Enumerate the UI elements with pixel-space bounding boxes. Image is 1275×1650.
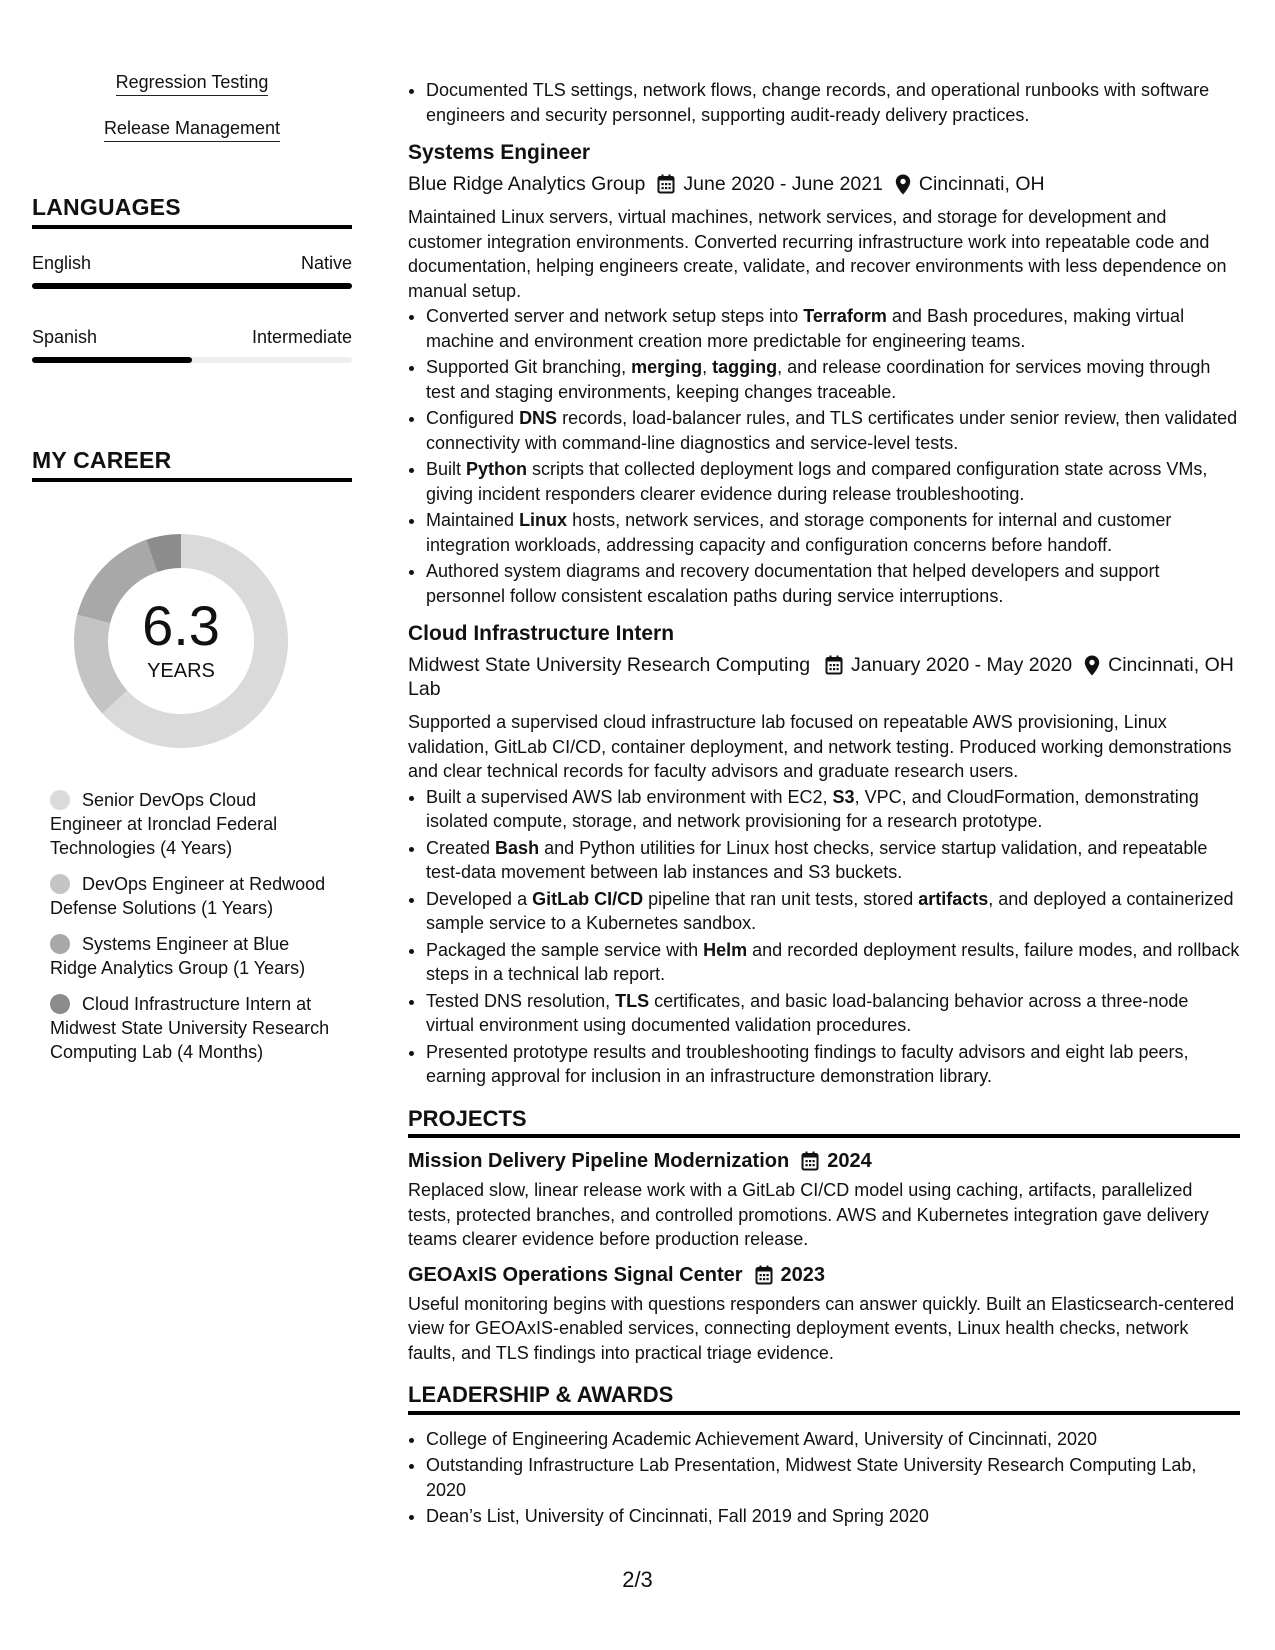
award-item: • College of Engineering Academic Achievement Award, University of Cincinnati, 2020 xyxy=(426,1427,1240,1452)
location-pin-icon xyxy=(1084,655,1100,676)
bullet-text: Created xyxy=(426,837,496,858)
legend-color-dot xyxy=(50,994,70,1014)
project-year: 2024 xyxy=(827,1150,872,1172)
languages-section xyxy=(32,194,352,363)
career-legend xyxy=(50,788,332,1064)
skill-tag: Release Management xyxy=(104,116,280,142)
project-list xyxy=(408,1147,1240,1365)
bullet-keyword: DNS xyxy=(519,408,558,428)
legend-color-dot xyxy=(50,934,70,954)
job-location: Cincinnati, OH xyxy=(918,173,1045,195)
sidebar xyxy=(32,70,352,1076)
language-level: Intermediate xyxy=(251,327,352,347)
job-entry xyxy=(408,620,1240,1089)
bullet-keyword: artifacts xyxy=(918,888,989,909)
language-row xyxy=(32,253,352,274)
bullet-keyword: merging xyxy=(631,357,703,377)
job-location-group xyxy=(883,172,1045,196)
job-dates-group xyxy=(645,172,883,196)
job-description: Maintained Linux servers, virtual machines, network services, and storage for development and customer integration environments. Converted recurring infrastructure work into repeatable code and documentation, helping engineers create, validate, and recover environments with less dependence on manual setup. xyxy=(408,207,1227,301)
job-description: Supported a supervised cloud infrastructure lab focused on repeatable AWS provisioning, Linux validation, GitLab CI/CD, container deployment, and network testing. Produced working demonstrations and clear technical records for faculty advisors and graduate research users. xyxy=(408,712,1232,781)
legend-color-dot xyxy=(50,874,70,894)
job-bullet xyxy=(426,887,1240,936)
bullet-item: • Documented TLS settings, network flows, change records, and operational runbooks with software engineers and security personnel, supporting audit-ready delivery practices. xyxy=(426,78,1240,127)
job-entry xyxy=(408,139,1240,608)
bullet-text: , and release coordination for services moving through test and staging environments, keeping changes traceable. xyxy=(426,357,1211,402)
language-level: Native xyxy=(300,253,352,273)
bullet-text: Built xyxy=(426,459,467,479)
job-meta xyxy=(408,653,1240,701)
job-title: Systems Engineer xyxy=(408,141,591,164)
project-entry xyxy=(408,1147,1240,1252)
job-bullet xyxy=(426,836,1240,885)
bullet-keyword: Bash xyxy=(495,837,540,858)
bullet-text: , VPC, and CloudFormation, demonstrating isolated compute, storage, and network provisioning for a research prototype. xyxy=(426,786,1199,831)
award-item: • Outstanding Infrastructure Lab Presentation, Midwest State University Research Computing Lab, 2020 xyxy=(426,1453,1240,1502)
projects-section xyxy=(408,1107,1240,1366)
project-header xyxy=(408,1147,1240,1175)
bullet-text: pipeline that ran unit tests, stored xyxy=(643,888,919,909)
project-description: Replaced slow, linear release work with a GitLab CI/CD model using caching, artifacts, parallelized tests, protected branches, and controlled promotions. AWS and Kubernetes integration gave delivery teams clearer evidence before production release. xyxy=(408,1180,1209,1249)
languages-heading: LANGUAGES xyxy=(32,194,352,229)
job-location: Cincinnati, OH xyxy=(1108,654,1234,676)
career-total-unit: YEARS xyxy=(147,660,215,682)
bullet-text: Presented prototype results and troubleshooting findings to faculty advisors and eight lab peers, earning approval for inclusion in an infrastructure demonstration library. xyxy=(426,1041,1189,1086)
bullet-keyword: Helm xyxy=(703,939,748,960)
bullet-text: and Python utilities for Linux host checks, service startup validation, and repeatable test-data movement between lab instances and S3 buckets. xyxy=(426,837,1208,882)
career-legend-item xyxy=(50,932,332,980)
calendar-icon xyxy=(657,174,675,194)
bullet-keyword: Python xyxy=(466,459,528,479)
bullet-text: , xyxy=(702,357,713,377)
bullet-keyword: Terraform xyxy=(803,306,887,326)
job-title: Cloud Infrastructure Intern xyxy=(408,622,675,645)
language-list xyxy=(32,253,352,363)
bullet-keyword: tagging xyxy=(712,357,778,377)
job-bullet-list xyxy=(408,785,1240,1089)
job-bullet xyxy=(426,355,1240,404)
job-bullet xyxy=(426,508,1240,557)
bullet-text: Developed a xyxy=(426,888,533,909)
page-number: 2/3 xyxy=(622,1567,653,1592)
career-legend-item xyxy=(50,788,332,860)
bullet-keyword: S3 xyxy=(832,786,855,807)
previous-job-bullets xyxy=(408,78,1240,127)
bullet-text: records, load-balancer rules, and TLS certificates under senior review, then validated connectivity with command-line diagnostics and service-level tests. xyxy=(426,408,1238,453)
job-company: Blue Ridge Analytics Group xyxy=(408,173,646,195)
career-section xyxy=(32,447,352,1064)
bullet-text: and recorded deployment results, failure modes, and rollback steps in a technical lab report. xyxy=(426,939,1240,984)
bullet-text: scripts that collected deployment logs and compared configuration state across VMs, giving incident responders clearer evidence during release troubleshooting. xyxy=(426,459,1208,504)
job-dates: January 2020 - May 2020 xyxy=(851,654,1073,676)
bullet-keyword: Linux xyxy=(519,510,568,530)
bullet-text: Configured xyxy=(426,408,520,428)
projects-heading: PROJECTS xyxy=(408,1107,1240,1139)
language-proficiency-fill xyxy=(32,357,192,363)
location-pin-icon xyxy=(895,174,911,195)
skill-tag-list xyxy=(32,70,352,142)
bullet-text: Converted server and network setup steps into xyxy=(426,306,804,326)
job-bullet xyxy=(426,304,1240,353)
job-company: Midwest State University Research Computing Lab xyxy=(408,654,811,700)
job-bullet xyxy=(426,785,1240,834)
career-total-years: 6.3 xyxy=(142,594,220,657)
language-name: Spanish xyxy=(32,327,98,347)
bullet-text: Authored system diagrams and recovery documentation that helped developers and support personnel follow consistent escalation paths during service interruptions. xyxy=(426,561,1160,606)
skill-tag: Regression Testing xyxy=(116,70,269,96)
bullet-keyword: TLS xyxy=(615,990,650,1011)
job-bullet-list xyxy=(408,304,1240,608)
project-title: GEOAxIS Operations Signal Center xyxy=(408,1263,743,1286)
language-proficiency-fill xyxy=(32,283,352,289)
bullet-text: certificates, and basic load-balancing behavior across a three-node virtual environment using documented validation procedures. xyxy=(426,990,1189,1035)
job-meta xyxy=(408,172,1240,196)
award-item: • Dean’s List, University of Cincinnati, Fall 2019 and Spring 2020 xyxy=(426,1504,1240,1529)
job-bullet xyxy=(426,406,1240,455)
language-item xyxy=(32,253,352,289)
bullet-text: Tested DNS resolution, xyxy=(426,990,616,1011)
project-entry xyxy=(408,1261,1240,1366)
career-donut-chart xyxy=(66,526,296,756)
language-row xyxy=(32,327,352,348)
career-heading: MY CAREER xyxy=(32,447,352,482)
job-bullet xyxy=(426,1040,1240,1089)
bullet-text: Built a supervised AWS lab environment with EC2, xyxy=(426,786,833,807)
awards-section xyxy=(408,1383,1240,1529)
project-header xyxy=(408,1261,1240,1289)
bullet-text: , and deployed a containerized sample service to a Kubernetes sandbox. xyxy=(426,888,1234,933)
bullet-keyword: GitLab CI/CD xyxy=(532,888,644,909)
main-content xyxy=(408,78,1240,1531)
bullet-text: Supported Git branching, xyxy=(426,357,632,377)
bullet-text: and Bash procedures, making virtual machine and environment creation more predictable for engineering teams. xyxy=(426,306,1185,351)
project-year: 2023 xyxy=(780,1263,826,1286)
job-bullet xyxy=(426,559,1240,608)
awards-heading: LEADERSHIP & AWARDS xyxy=(408,1383,1240,1415)
job-location-group xyxy=(1072,653,1240,677)
legend-color-dot xyxy=(50,790,70,810)
job-bullet xyxy=(426,457,1240,506)
job-dates-group xyxy=(813,653,1072,677)
calendar-icon xyxy=(825,655,843,675)
job-bullet xyxy=(426,938,1240,987)
experience-list xyxy=(408,139,1240,1089)
career-legend-item xyxy=(50,872,332,920)
language-proficiency-bar xyxy=(32,357,352,363)
career-legend-item xyxy=(50,992,332,1064)
bullet-text: Maintained xyxy=(426,510,520,530)
career-legend-label: Senior DevOps Cloud Engineer at Ironclad Federal Technologies (4 Years) xyxy=(50,790,278,858)
language-proficiency-bar xyxy=(32,283,352,289)
calendar-icon xyxy=(801,1151,819,1171)
project-title: Mission Delivery Pipeline Modernization xyxy=(408,1150,790,1172)
language-name: English xyxy=(32,253,92,273)
bullet-text: Packaged the sample service with xyxy=(426,939,704,960)
career-legend-label: Systems Engineer at Blue Ridge Analytics Group (1 Years) xyxy=(50,934,306,978)
career-legend-label: DevOps Engineer at Redwood Defense Solutions (1 Years) xyxy=(50,874,326,918)
bullet-text: hosts, network services, and storage components for internal and customer integration workloads, addressing capacity and configuration concerns before handoff. xyxy=(426,510,1172,555)
language-item xyxy=(32,327,352,363)
career-legend-label: Cloud Infrastructure Intern at Midwest State University Research Computing Lab (4 Months) xyxy=(50,994,330,1062)
job-dates: June 2020 - June 2021 xyxy=(683,173,883,195)
project-description: Useful monitoring begins with questions responders can answer quickly. Built an Elasticsearch-centered view for GEOAxIS-enabled services, connecting deployment events, Linux health checks, network faults, and TLS findings into practical triage evidence. xyxy=(408,1293,1235,1363)
job-bullet xyxy=(426,989,1240,1038)
award-list xyxy=(408,1427,1240,1529)
calendar-icon xyxy=(755,1265,773,1285)
